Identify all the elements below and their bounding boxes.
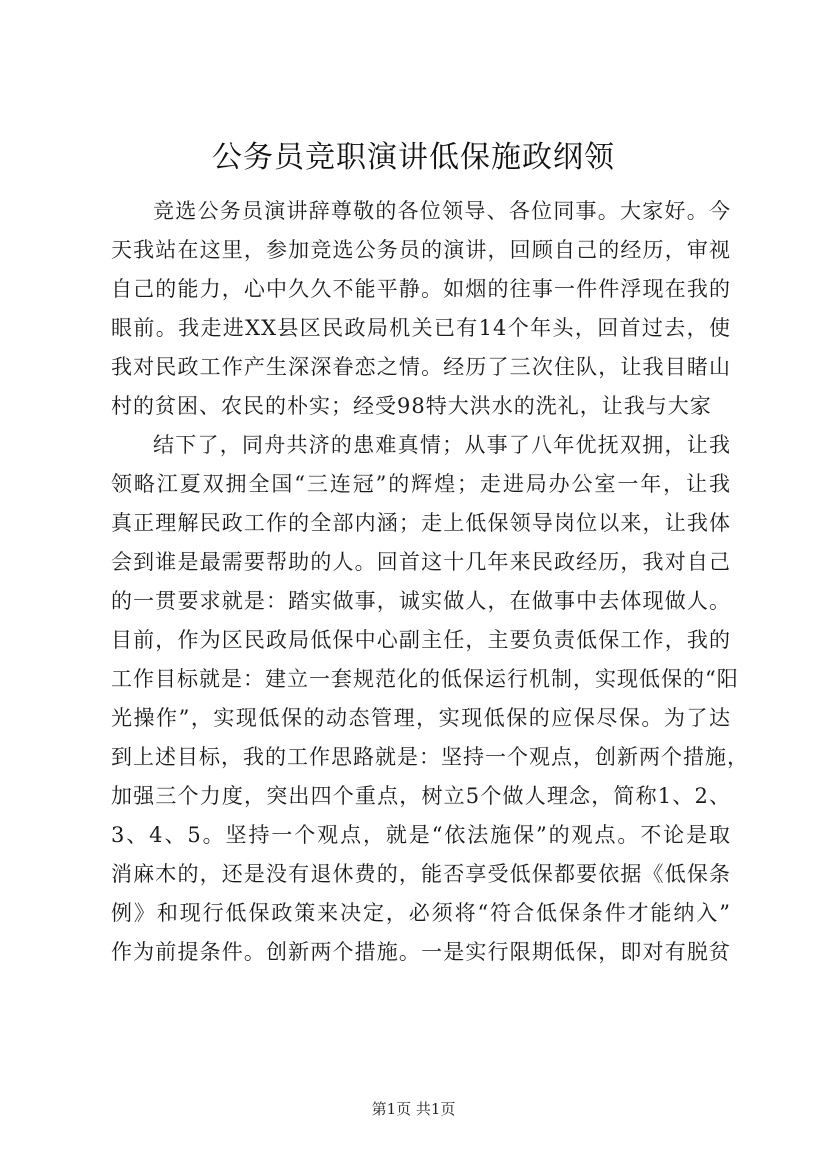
text-line: 竞选公务员演讲辞尊敬的各位领导、各位同事。大家好。今 — [153, 199, 731, 223]
text-line: 加强三个力度，突出四个重点，树立5个做人理念，简称1、2、 — [111, 784, 731, 808]
text-line: 结下了，同舟共济的患难真情；从事了八年优抚双拥，让我 — [153, 433, 731, 457]
text-line: 3、4、5。坚持一个观点，就是“依法施保”的观点。不论是取 — [111, 823, 731, 847]
text-line: 眼前。我走进XX县区民政局机关已有14个年头，回首过去，使 — [111, 316, 731, 340]
text-line: 到上述目标，我的工作思路就是：坚持一个观点，创新两个措施， — [111, 745, 749, 769]
paragraph-1 — [111, 192, 731, 426]
document-body — [111, 192, 749, 972]
text-line: 目前，作为区民政局低保中心副主任，主要负责低保工作，我的 — [111, 628, 731, 652]
text-line: 工作目标就是：建立一套规范化的低保运行机制，实现低保的“阳 — [111, 667, 739, 691]
text-line: 自己的能力，心中久久不能平静。如烟的往事一件件浮现在我的 — [111, 277, 731, 301]
page-number-label: 第1页 共1页 — [371, 1100, 456, 1118]
page-footer — [0, 1099, 827, 1119]
text-line: 消麻木的，还是没有退休费的，能否享受低保都要依据《低保条 — [111, 862, 731, 886]
document-title: 公务员竞职演讲低保施政纲领 — [212, 140, 615, 175]
text-line: 真正理解民政工作的全部内涵；走上低保领导岗位以来，让我体 — [111, 511, 731, 535]
text-line: 例》和现行低保政策来决定，必须将“符合低保条件才能纳入” — [111, 901, 731, 925]
text-line: 村的贫困、农民的朴实；经受98特大洪水的洗礼，让我与大家 — [111, 394, 712, 418]
text-line: 我对民政工作产生深深眷恋之情。经历了三次住队，让我目睹山 — [111, 355, 731, 379]
text-line: 光操作”，实现低保的动态管理，实现低保的应保尽保。为了达 — [111, 706, 731, 730]
text-line: 的一贯要求就是：踏实做事，诚实做人，在做事中去体现做人。 — [111, 589, 731, 613]
text-line: 会到谁是最需要帮助的人。回首这十几年来民政经历，我对自己 — [111, 550, 731, 574]
text-line: 作为前提条件。创新两个措施。一是实行限期低保，即对有脱贫 — [111, 940, 731, 964]
text-line: 天我站在这里，参加竞选公务员的演讲，回顾自己的经历，审视 — [111, 238, 731, 262]
text-line: 领略江夏双拥全国“三连冠”的辉煌；走进局办公室一年，让我 — [111, 472, 731, 496]
paragraph-2 — [111, 426, 749, 972]
